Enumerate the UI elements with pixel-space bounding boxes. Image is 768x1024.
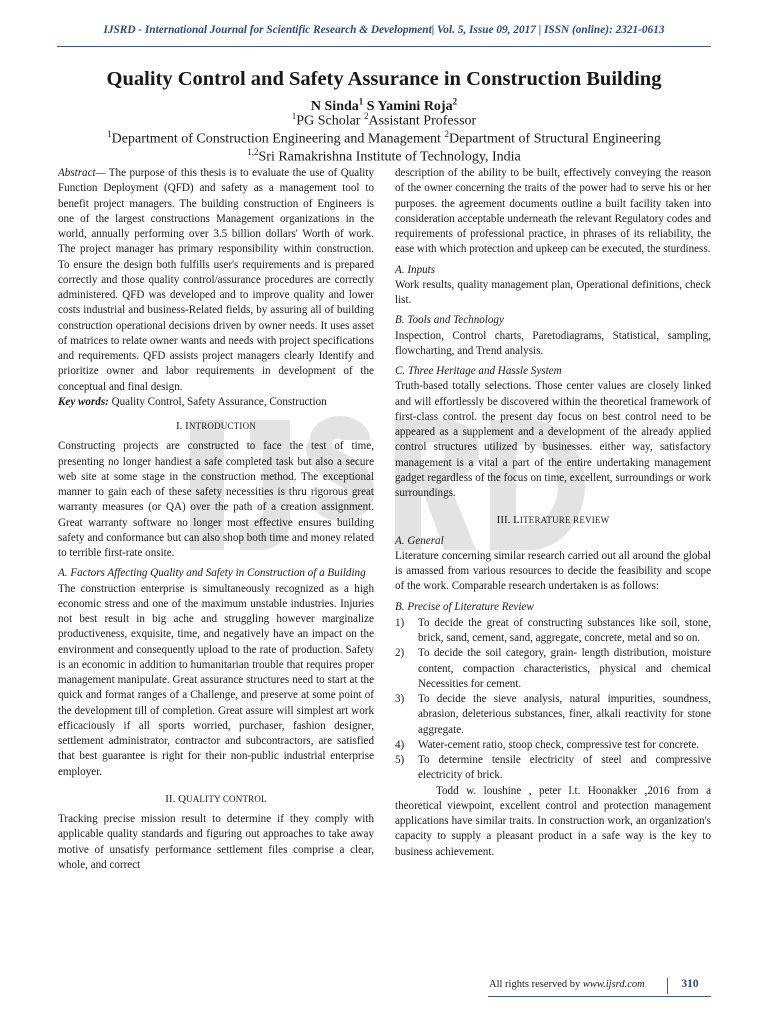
general-paragraph: Literature concerning similar research carried out all around the global is amassed from various resources to decide the feasibility and scope of the work. Comparable research undertaken is as follows: [395, 549, 711, 593]
list-item [395, 616, 711, 647]
list-item-number: 4) [395, 738, 405, 751]
subsection-heading-inputs: A. Inputs [395, 263, 436, 276]
section-heading-introduction [58, 419, 374, 434]
role-2: Assistant Professor [368, 113, 477, 129]
right-column [395, 166, 711, 860]
header-divider [57, 46, 711, 47]
quality-control-paragraph: Tracking precise mission result to determine if they comply with applicable quality standards and figuring out approaches to take away motive of unsatisfy performance settlement files comprise a clear, whole, and correct [58, 813, 374, 871]
section-initial: Q [178, 792, 187, 805]
section-number: II. [165, 792, 179, 805]
role-2-sup: 2 [363, 111, 369, 121]
list-item [395, 646, 711, 692]
list-item-text: Water-cement ratio, stoop check, compressive test for concrete. [418, 738, 700, 751]
keywords [58, 395, 374, 410]
list-item-text: To decide the great of constructing substances like soil, stone, brick, sand, cement, sand, aggregate, concrete, metal and so on. [418, 616, 711, 644]
subsection-heading-heritage: C. Three Heritage and Hassle System [395, 365, 562, 377]
abstract [58, 166, 374, 395]
role-1: PG Scholar [296, 113, 364, 129]
section-number: III. [496, 514, 514, 527]
section-number: I. [175, 420, 186, 432]
role-1-sup: 1 [291, 111, 297, 121]
section-heading-literature-review [395, 513, 711, 528]
list-item [395, 738, 711, 753]
list-item-number: 2) [395, 647, 405, 660]
subsection-heading-factors: A. Factors Affecting Quality and Safety in Construction of a Building [58, 567, 366, 580]
literature-list [395, 616, 711, 784]
author-2-sup: 2 [452, 96, 458, 106]
section-initial: L [513, 514, 520, 527]
author-1-sup: 1 [358, 96, 364, 106]
left-column [58, 166, 374, 873]
list-item-number: 5) [395, 754, 405, 766]
list-item [395, 753, 711, 784]
website-link[interactable]: www.ijsrd.com [582, 979, 645, 990]
list-item-number: 3) [395, 693, 405, 705]
subsection-heading-general: A. General [395, 534, 444, 547]
dept-1-sup: 1 [107, 129, 112, 139]
tools-paragraph: Inspection, Control charts, Paretodiagrams, Statistical, sampling, flowcharting, and Trend analysis. [395, 329, 711, 357]
list-item-text: To decide the sieve analysis, natural impurities, soundness, abrasion, deleterious substances, finer, alkali reactivity for stone aggregate. [418, 693, 711, 736]
inputs-paragraph: Work results, quality management plan, Operational definitions, check list. [395, 278, 711, 306]
subsection-heading-tools: B. Tools and Technology [395, 314, 504, 327]
continued-paragraph: description of the ability to be built, effectively conveying the reason of the owner concerning the traits of the power had to serve his or her purposes. the agreement documents outline a built facility taken into consideration acceptable underneath the relevant Regulatory codes and requirements of professional practice, in phrases of its reliability, the ease with which protection and upkeep can be executed, the sturdiness. [395, 167, 711, 256]
literature-paragraph: Todd w. loushine , peter l.t. Hoonakker ,2016 from a theoretical viewpoint, excellent control and protection management applications have similar traits. In construction work, an organization's capacity to supply a pleasant product in a safe way is the key to business achievement. [395, 784, 711, 858]
heritage-paragraph: Truth-based totally selections. Those center values are closely linked and will effortlessly be discovered within the theoretical framework of first-class control. the present day focus on best control need to be appeared as a supplement and a development of the already applied control structures utilized by businesses. either way, satisfactory management is a vital a part of the entire undertaking management gadget regardless of the focus on time, excellent, surroundings or work surroundings. [395, 380, 711, 499]
subsection-heading-precise: B. Precise of Literature Review [395, 600, 534, 613]
page-number: 310 [667, 978, 712, 994]
author-1: N Sinda [310, 98, 359, 114]
list-item [395, 692, 711, 738]
factors-paragraph: The construction enterprise is simultaneously recognized as a high economic stress and one of the maximum unstable industries. Injuries not best result in big ache and struggling however marginalize productiveness, exquisite, time, and negatively have an impact on the environment and consequently upload to the rate of production. Safety is an economic in addition to humanitarian trouble that requires proper management manipulate. Great assurance structures need to start at the quick and format ranges of a Challenge, and preserve at some point of the development till of completion. Great assure will simplest art work efficaciously if all sports worried, purchaser, fashion designer, settlement administrator, contractor and subcontractors, are satisfied that best guarantee is right for their non-public industrial enterprise employer. [58, 582, 374, 778]
author-2: S Yamini Roja [363, 98, 453, 114]
institution: Sri Ramakrishna Institute of Technology, India [258, 149, 521, 165]
section-initial: I [185, 420, 189, 432]
list-item-text: To decide the soil category, grain- length distribution, moisture content, compaction characteristics, physical and chemical Necessities for cement. [418, 647, 711, 690]
keywords-label: Key words: [58, 395, 109, 408]
list-item-number: 1) [395, 616, 405, 629]
section-title: UALITY CONTROL [186, 793, 267, 804]
inst-sup: 1,2 [247, 147, 259, 157]
footer-divider [488, 996, 711, 997]
dept-1: Department of Construction Engineering and Management [111, 131, 445, 147]
abstract-label: Abstract— [58, 167, 106, 179]
author-institution [0, 144, 768, 166]
intro-paragraph: Constructing projects are constructed to face the test of time, presenting no longer handiest a safe completed task but also a secure web site at some stage in the construction method. The exceptional manner to gain each of these safety necessities is thru rigorous great warranty measures (or QA) over the path of a creation assignment. Great warranty software no longer most effective ensures building safety and conformance but can also shop both time and money related to terrible first-rate onsite. [58, 440, 374, 559]
section-title: ITERATURE REVIEW [519, 515, 610, 526]
footer-rights [489, 979, 645, 990]
dept-2-sup: 2 [444, 129, 449, 139]
keywords-text: Quality Control, Safety Assurance, Construction [108, 395, 327, 408]
rights-text: All rights reserved by [489, 979, 583, 990]
dept-2: Department of Structural Engineering [448, 131, 661, 147]
paper-title: Quality Control and Safety Assurance in Construction Building [106, 68, 662, 90]
abstract-text: The purpose of this thesis is to evaluate the use of Quality Function Deployment (QFD) and safety as a management tool to benefit project managers. The building construction of Engineers is one of the largest constructions Management organizations in the world, annually performing over 3.5 billion dollars' Worth of work. The project manager has primary responsibility within construction. To ensure the design both fulfills user's requirements and is prepared correctly and those quality control/assurance procedures are correctly administered. QFD was developed and to improve quality and lower costs industrial and business-Related fields, by assuring all of building construction operational decisions driven by owner needs. It uses asset of matrices to relate owner wants and needs with project specifications and requirements. QFD assists project managers clearly Identify and prioritize owner and labor requirements in development of the conceptual and final design. [58, 167, 374, 393]
journal-header: IJSRD - International Journal for Scientific Research & Development| Vol. 5, Issue 09, 2017 | ISSN (online): 2321-0613 [103, 24, 665, 36]
list-item-text: To determine tensile electricity of steel and compressive electricity of brick. [418, 754, 711, 782]
section-title: NTRODUCTION [188, 421, 257, 431]
section-heading-quality-control [58, 792, 374, 807]
